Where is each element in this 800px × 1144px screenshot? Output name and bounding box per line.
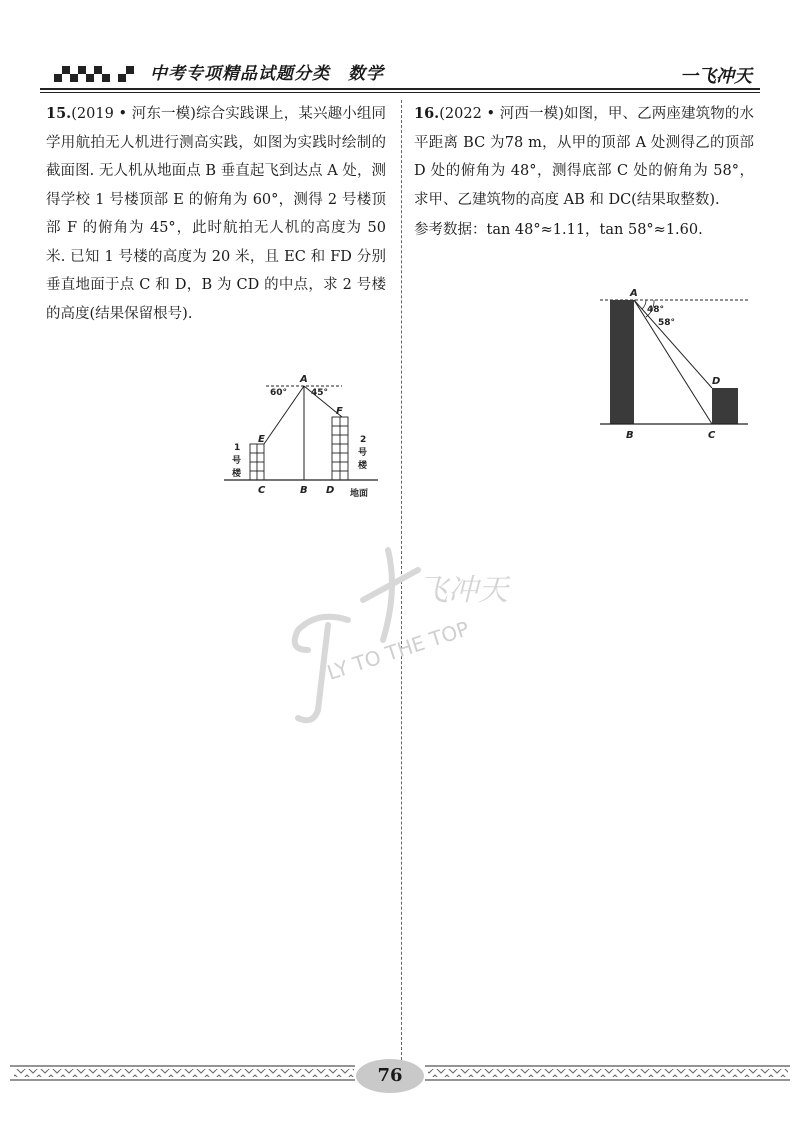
header-rule-thin <box>40 92 760 93</box>
problem-15 <box>46 100 386 328</box>
label-F: F <box>336 406 343 417</box>
page-header <box>40 52 760 92</box>
header-brand: 一飞冲天 <box>680 66 752 87</box>
label-A: A <box>300 374 308 385</box>
label-C: C <box>708 430 716 441</box>
label-B: B <box>626 430 634 441</box>
ground-label: 地面 <box>350 489 369 499</box>
header-title: 中考专项精品试题分类 数学 <box>150 64 384 84</box>
building1-label-2: 号 <box>232 456 242 466</box>
problem-text: (2019 • 河东一模)综合实践课上，某兴趣小组同学用航拍无人机进行测高实践，如图为实践时绘制的截面图. 无人机从地面点 B 垂直起飞到达点 A 处，测得学校 1 号楼顶部 E 的俯角为 60°，测得 2 号楼顶部 F 的俯角为 45°，此时航拍无人机的高度为 50 米. 已知 1 号楼的高度为 20 米，且 EC 和 FD 分别垂直地面于点 C 和 D，B 为 CD 的中点，求 2 号楼的高度(结果保留根号). <box>46 106 386 322</box>
building-jia <box>610 300 634 424</box>
building2-label-2: 号 <box>358 448 368 458</box>
angle-58-label: 58° <box>658 318 676 328</box>
building2-label-1: 2 <box>360 435 367 445</box>
watermark-chinese: 飞冲天 <box>418 573 508 608</box>
angle-48-label: 48° <box>647 305 665 315</box>
watermark-english: LY TO THE TOP <box>324 616 472 685</box>
label-D: D <box>712 376 721 387</box>
problem-16-figure <box>590 284 760 444</box>
header-rule <box>40 88 760 90</box>
building2-label-3: 楼 <box>358 461 368 471</box>
building-yi <box>712 388 738 424</box>
label-B: B <box>300 485 308 496</box>
label-C: C <box>258 485 266 496</box>
label-D: D <box>326 485 335 496</box>
reference-data: 参考数据：tan 48°≈1.11，tan 58°≈1.60. <box>414 222 703 238</box>
problem-text: (2022 • 河西一模)如图，甲、乙两座建筑物的水平距离 BC 为78 m，从甲的顶部 A 处测得乙的顶部 D 处的俯角为 48°，测得底部 C 处的俯角为 58°，求甲、乙建筑物的高度 AB 和 DC(结果取整数). <box>414 106 754 208</box>
angle-60-label: 60° <box>270 388 288 398</box>
problem-15-figure <box>218 362 388 512</box>
page-number: 76 <box>377 1065 403 1086</box>
problem-16 <box>414 100 754 245</box>
label-E: E <box>258 434 265 445</box>
angle-45-label: 45° <box>311 388 329 398</box>
problem-number: 16. <box>414 105 440 122</box>
watermark-logo <box>268 530 528 730</box>
problem-number: 15. <box>46 105 72 122</box>
checker-logo-icon <box>54 62 144 86</box>
building1-label-1: 1 <box>234 443 241 453</box>
building1-label-3: 楼 <box>232 469 242 479</box>
label-A: A <box>630 288 638 299</box>
